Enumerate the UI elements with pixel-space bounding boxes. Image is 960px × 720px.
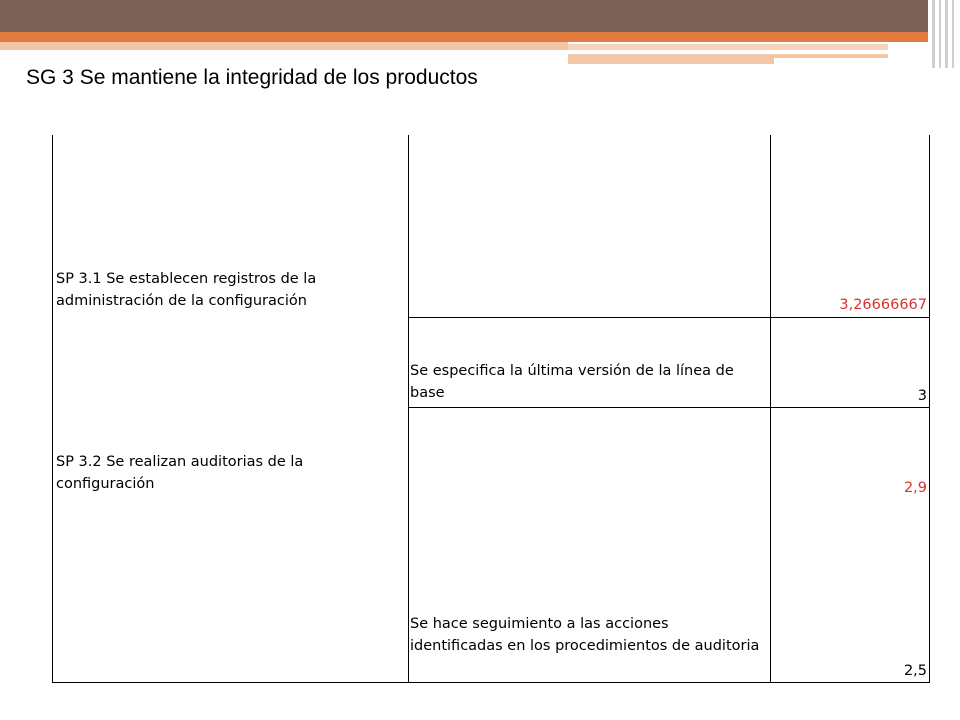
header-stripes (930, 0, 960, 68)
value-cell: 3,26666667 (839, 297, 927, 313)
table-border-right (929, 135, 930, 683)
value-cell: 3 (917, 388, 927, 404)
header-band-light (0, 42, 568, 50)
activity-cell: Se hace seguimiento a las acciones identificadas en los procedimientos de auditoria (410, 616, 760, 654)
value-cell: 2,5 (903, 663, 927, 679)
table-column-divider (770, 135, 771, 683)
table-border-bottom (52, 682, 930, 683)
header-band-orange (0, 32, 928, 42)
activity-cell: Se especifica la última versión de la línea de base (410, 363, 734, 401)
header-band-light (568, 58, 774, 64)
table-row-divider (408, 317, 930, 318)
data-table (52, 135, 930, 683)
practice-cell: SP 3.1 Se establecen registros de la administración de la configuración (56, 271, 317, 309)
table-column-divider (408, 135, 409, 683)
slide-title: SG 3 Se mantiene la integridad de los productos (26, 66, 478, 89)
header-band-dark (0, 0, 928, 32)
table-border-left (52, 135, 53, 683)
value-cell: 2,9 (903, 480, 927, 496)
practice-cell: SP 3.2 Se realizan auditorias de la configuración (56, 454, 304, 492)
table-row-divider (408, 407, 930, 408)
header-band-light (568, 44, 888, 50)
